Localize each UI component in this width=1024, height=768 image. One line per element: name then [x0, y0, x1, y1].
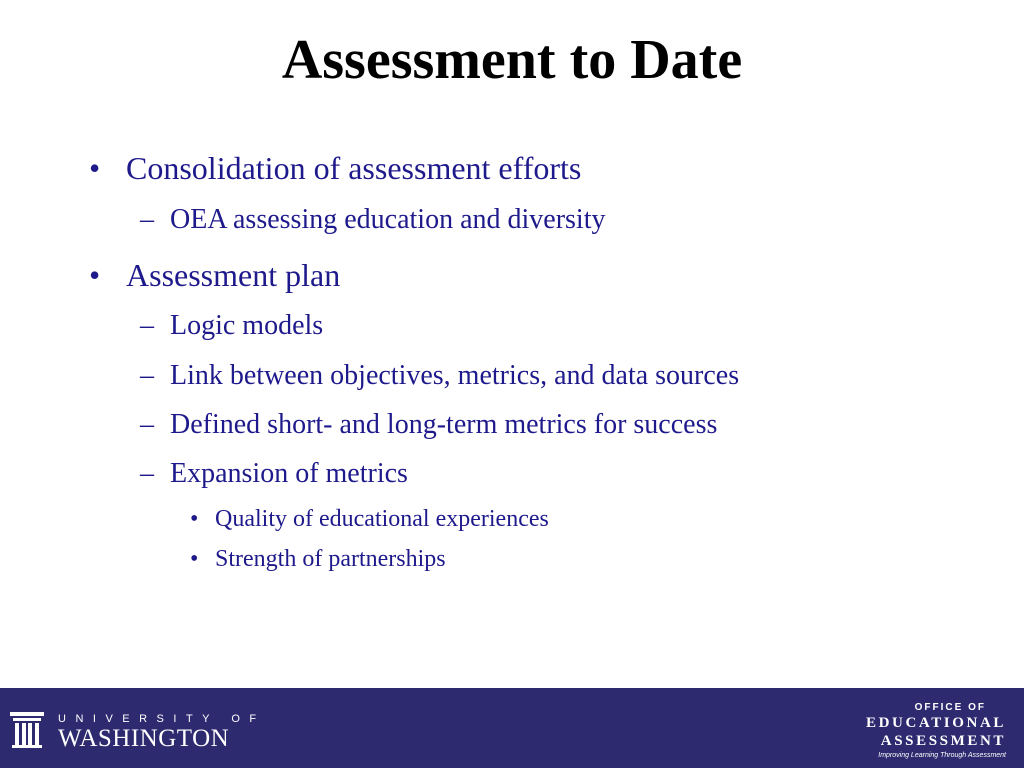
- oea-educational-text: EDUCATIONAL: [865, 715, 1006, 731]
- sub-sub-bullet-text: Strength of partnerships: [215, 546, 446, 572]
- oea-tagline-text: Improving Learning Through Assessment: [878, 752, 1006, 759]
- uw-logo: [10, 712, 266, 752]
- bullet-text: Consolidation of assessment efforts: [126, 150, 582, 186]
- bullet-text: Assessment plan: [126, 257, 341, 293]
- bullet-marker: •: [190, 506, 199, 532]
- bullet-marker: •: [190, 546, 199, 572]
- dash-marker: –: [140, 458, 154, 489]
- footer-bar: [0, 688, 1024, 768]
- uw-washington-text: WASHINGTON: [58, 725, 230, 752]
- sub-sub-bullet-text: Quality of educational experiences: [215, 506, 549, 532]
- slide-title: Assessment to Date: [281, 29, 743, 91]
- sub-bullet-text: OEA assessing education and diversity: [170, 204, 606, 235]
- dash-marker: –: [140, 409, 154, 440]
- sub-bullet-text: Defined short- and long-term metrics for success: [170, 409, 718, 440]
- uw-columns-icon: [10, 712, 44, 748]
- sub-bullet-text: Link between objectives, metrics, and data sources: [170, 360, 740, 391]
- bullet-marker: •: [89, 257, 101, 293]
- oea-office-of-text: OFFICE OF: [914, 702, 986, 713]
- dash-marker: –: [140, 310, 154, 341]
- bullet-marker: •: [89, 150, 101, 186]
- oea-logo: [846, 702, 1006, 764]
- dash-marker: –: [140, 360, 154, 391]
- oea-assessment-text: ASSESSMENT: [880, 733, 1006, 749]
- sub-bullet-text: Logic models: [170, 310, 324, 341]
- uw-university-text: UNIVERSITY OF: [58, 713, 266, 725]
- dash-marker: –: [140, 204, 154, 235]
- sub-bullet-text: Expansion of metrics: [170, 458, 408, 489]
